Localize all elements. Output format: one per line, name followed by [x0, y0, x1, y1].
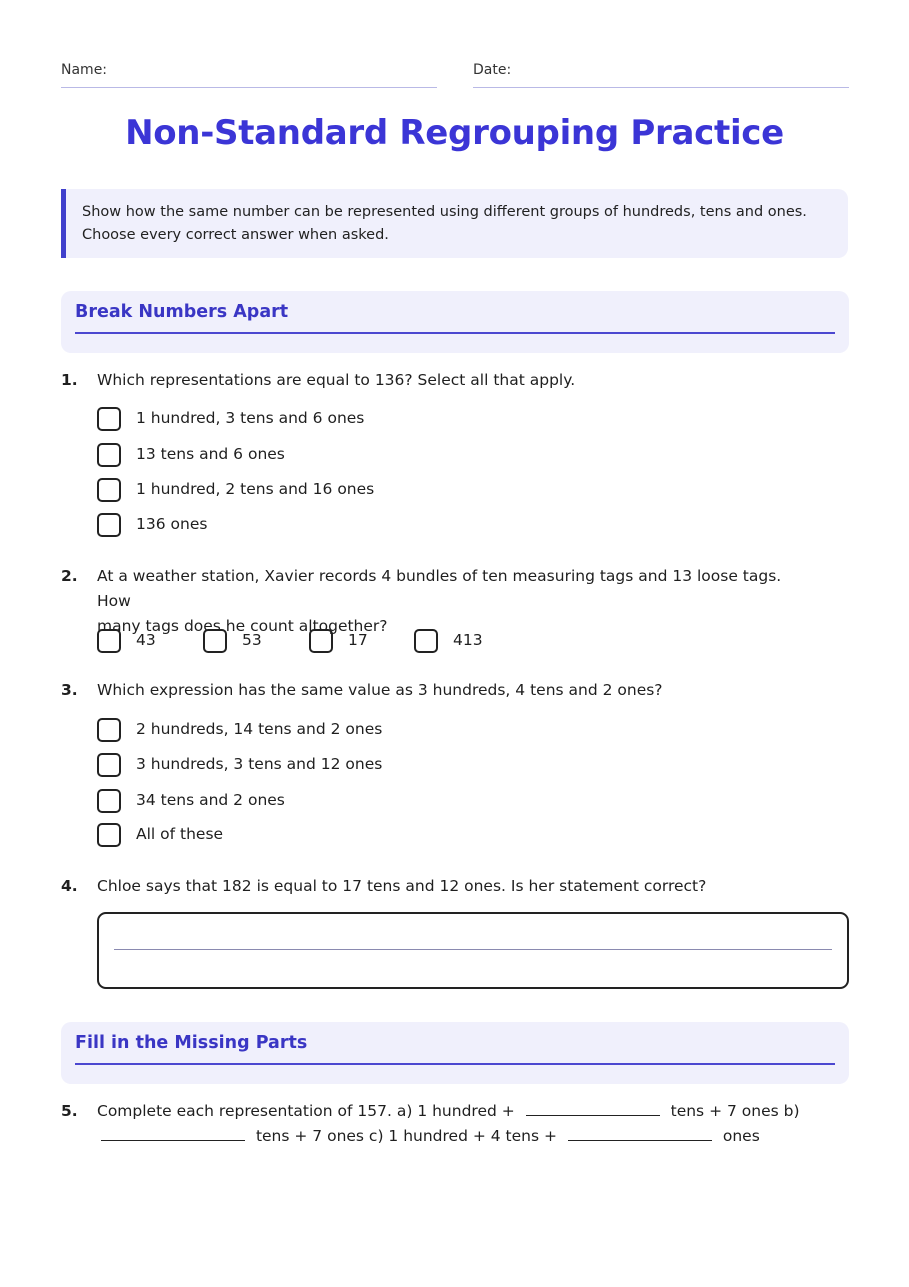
option-label: 34 tens and 2 ones: [136, 791, 285, 809]
checkbox[interactable]: [97, 478, 121, 502]
checkbox[interactable]: [309, 629, 333, 653]
question-text: [97, 564, 817, 639]
question-text: Chloe says that 182 is equal to 17 tens and 12 ones. Is her statement correct?: [97, 877, 707, 895]
section-break-numbers-apart: [61, 291, 849, 353]
question-text: [97, 1099, 817, 1149]
option-label: 2 hundreds, 14 tens and 2 ones: [136, 720, 383, 738]
checkbox[interactable]: [97, 823, 121, 847]
option-label: 3 hundreds, 3 tens and 12 ones: [136, 755, 383, 773]
section-fill-missing-parts: [61, 1022, 849, 1084]
checkbox[interactable]: [97, 407, 121, 431]
question-text-part-4: ones: [722, 1127, 760, 1145]
option-label: 43: [136, 631, 156, 649]
date-field[interactable]: [473, 62, 511, 78]
date-line: [473, 87, 849, 88]
option-label: 1 hundred, 2 tens and 16 ones: [136, 480, 375, 498]
date-label: Date:: [473, 62, 512, 78]
checkbox[interactable]: [97, 718, 121, 742]
blank-c[interactable]: [568, 1139, 712, 1141]
option-label: 1 hundred, 3 tens and 6 ones: [136, 409, 365, 427]
worksheet-title: Non-Standard Regrouping Practice: [125, 113, 784, 153]
section-title: Break Numbers Apart: [75, 302, 835, 334]
question-text-part-2: tens + 7 ones b): [670, 1102, 800, 1120]
question-text-line-1: At a weather station, Xavier records 4 bundles of ten measuring tags and 13 loose tags. How: [97, 567, 782, 610]
answer-box[interactable]: [97, 912, 849, 989]
question-text-line-2: many tags does he count altogether?: [97, 617, 388, 635]
name-line: [61, 87, 437, 88]
checkbox[interactable]: [97, 443, 121, 467]
question-text: Which representations are equal to 136? Select all that apply.: [97, 371, 576, 389]
checkbox[interactable]: [97, 513, 121, 537]
option-label: 17: [348, 631, 368, 649]
section-title: Fill in the Missing Parts: [75, 1033, 835, 1065]
name-label: Name:: [61, 62, 108, 78]
question-number: 2.: [61, 567, 78, 585]
instructions-box: [61, 189, 848, 258]
instructions-line-1: Show how the same number can be represented using different groups of hundreds, tens and ones.: [82, 204, 807, 220]
checkbox[interactable]: [97, 753, 121, 777]
checkbox[interactable]: [97, 629, 121, 653]
question-number: 1.: [61, 371, 78, 389]
option-label: 13 tens and 6 ones: [136, 445, 285, 463]
blank-a[interactable]: [526, 1114, 660, 1116]
name-field[interactable]: [61, 62, 107, 78]
blank-b[interactable]: [101, 1139, 245, 1141]
question-number: 3.: [61, 681, 78, 699]
question-text-part-3: tens + 7 ones c) 1 hundred + 4 tens +: [255, 1127, 557, 1145]
question-number: 4.: [61, 877, 78, 895]
checkbox[interactable]: [203, 629, 227, 653]
instructions-line-2: Choose every correct answer when asked.: [82, 227, 389, 243]
answer-line: [114, 949, 832, 950]
option-label: 136 ones: [136, 515, 208, 533]
checkbox[interactable]: [414, 629, 438, 653]
option-label: 53: [242, 631, 262, 649]
option-label: All of these: [136, 825, 224, 843]
question-text-part-1: Complete each representation of 157. a) 1 hundred +: [97, 1102, 515, 1120]
question-text: Which expression has the same value as 3 hundreds, 4 tens and 2 ones?: [97, 681, 663, 699]
question-number: 5.: [61, 1102, 78, 1120]
checkbox[interactable]: [97, 789, 121, 813]
option-label: 413: [453, 631, 483, 649]
